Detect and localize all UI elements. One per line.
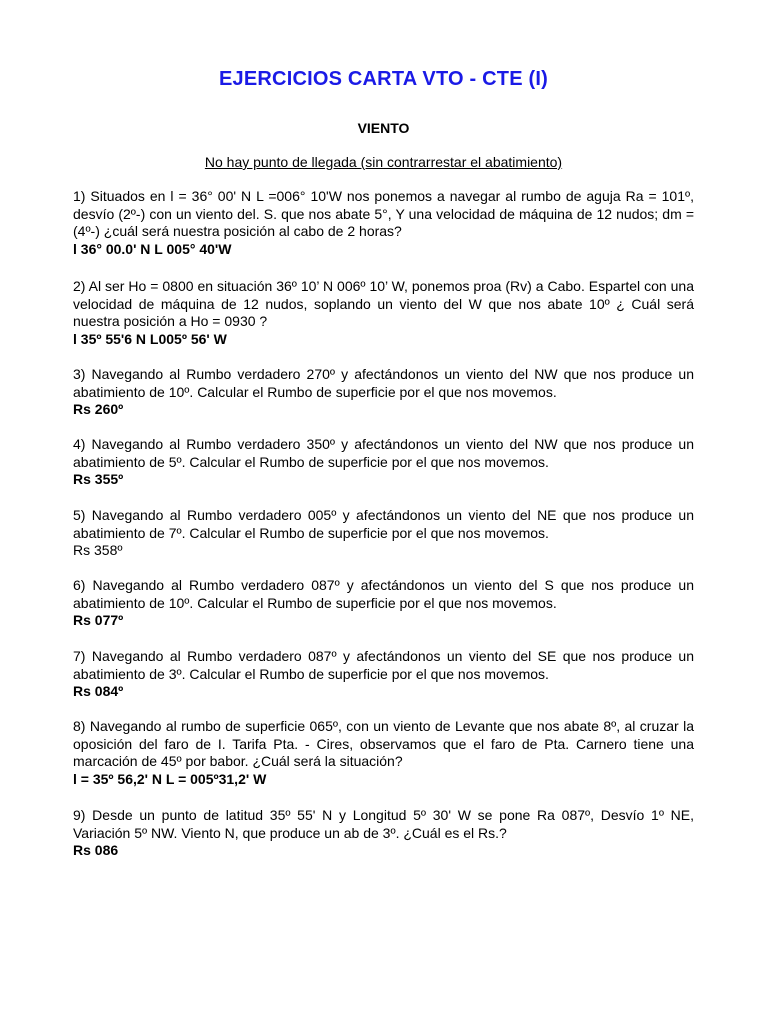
exercise-9 — [73, 807, 694, 860]
exercise-text: 3) Navegando al Rumbo verdadero 270º y afectándonos un viento del NW que nos produce un abatimiento de 10º. Calcular el Rumbo de superficie por el que nos movemos. — [73, 366, 694, 400]
exercise-2 — [73, 278, 694, 348]
exercise-answer: Rs 355º — [73, 471, 124, 488]
exercise-5 — [73, 507, 694, 560]
exercise-text: 9) Desde un punto de latitud 35º 55' N y Longitud 5º 30' W se pone Ra 087º, Desvío 1º NE, Variación 5º NW. Viento N, que produce un ab de 3º. ¿Cuál es el Rs.? — [73, 807, 694, 841]
exercise-text: 8) Navegando al rumbo de superficie 065º, con un viento de Levante que nos abate 8º, al cruzar la oposición del faro de I. Tarifa Pta. - Cires, observamos que el faro de Pta. Carnero tiene una marcación de 45º por babor. ¿Cuál será la situación? — [73, 718, 694, 770]
exercise-3 — [73, 366, 694, 419]
exercise-answer: Rs 358º — [73, 542, 123, 559]
exercise-text: 7) Navegando al Rumbo verdadero 087º y afectándonos un viento del SE que nos produce un abatimiento de 3º. Calcular el Rumbo de superficie por el que nos movemos. — [73, 648, 694, 682]
exercise-text: 2) Al ser Ho = 0800 en situación 36º 10’ N 006º 10’ W, ponemos proa (Rv) a Cabo. Espartel con una velocidad de máquina de 12 nudos, soplando un viento del W que nos abate 10º ¿ Cuál será nuestra posición a Ho = 0930 ? — [73, 278, 694, 330]
exercise-text: 4) Navegando al Rumbo verdadero 350º y afectándonos un viento del NW que nos produce un abatimiento de 5º. Calcular el Rumbo de superficie por el que nos movemos. — [73, 436, 694, 470]
exercise-4 — [73, 436, 694, 489]
exercise-1 — [73, 188, 694, 258]
document-page — [73, 0, 694, 1024]
exercise-answer: Rs 260º — [73, 401, 124, 418]
exercise-answer: Rs 086 — [73, 842, 119, 859]
exercise-7 — [73, 648, 694, 701]
section-heading: VIENTO — [357, 120, 410, 136]
exercise-8 — [73, 718, 694, 788]
exercise-text: 1) Situados en l = 36° 00' N L =006° 10'W nos ponemos a navegar al rumbo de aguja Ra = 101º, desvío (2º-) con un viento del. S. que nos abate 5°, Y una velocidad de máquina de 12 nudos; dm = (4º-) ¿cuál será nuestra posición al cabo de 2 horas? — [73, 188, 694, 240]
exercise-text: 6) Navegando al Rumbo verdadero 087º y afectándonos un viento del S que nos produce un abatimiento de 10º. Calcular el Rumbo de superficie por el que nos movemos. — [73, 577, 694, 611]
section-intro: No hay punto de llegada (sin contrarrestar el abatimiento) — [204, 154, 563, 170]
document-title: EJERCICIOS CARTA VTO - CTE (I) — [219, 68, 548, 90]
exercise-6 — [73, 577, 694, 630]
exercise-answer: Rs 084º — [73, 683, 124, 700]
exercise-answer: Rs 077º — [73, 612, 124, 629]
exercise-answer: l 36° 00.0' N L 005° 40'W — [73, 240, 232, 257]
exercise-text: 5) Navegando al Rumbo verdadero 005º y afectándonos un viento del NE que nos produce un abatimiento de 7º. Calcular el Rumbo de superficie por el que nos movemos. — [73, 507, 694, 541]
exercise-answer: l 35º 55'6 N L005º 56' W — [73, 330, 227, 347]
exercise-answer: l = 35º 56,2' N L = 005º31,2' W — [73, 770, 267, 787]
